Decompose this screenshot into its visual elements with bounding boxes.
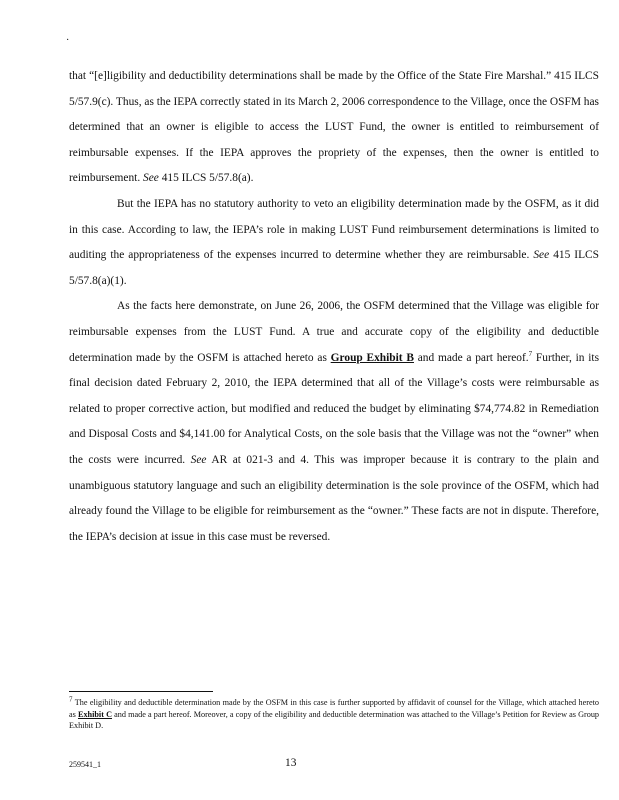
- body-text: [69, 64, 599, 550]
- footnote-7: $^7$ The eligibility and deductible determination made by the OSFM in this case is further supported by affidavit of counsel for the Village, which attached hereto as Exhibit C and made a part hereof. Moreover, a copy of the eligibility and deductible determination was attached to the Village’s Petition for Review as Group Exhibit D.: [69, 695, 600, 731]
- stray-mark: ·: [66, 35, 70, 46]
- paragraph-3: As the facts here demonstrate, on June 26, 2006, the OSFM determined that the Village was eligible for reimbursable expenses from the LUST Fund. A true and accurate copy of the eligibility and deductible determination made by the OSFM is attached hereto as Group Exhibit B and made a part hereof.$^7$ Further, in its final decision dated February 2, 2010, the IEPA determined that all of the Village’s costs were reimbursable as related to proper corrective action, but modified and reduced the budget by eliminating $74,774.82 in Remediation and Disposal Costs and $4,141.00 for Analytical Costs, on the sole basis that the Village was not the “owner” when the costs were incurred. See AR at 021-3 and 4. This was improper because it is contrary to the plain and unambiguous statutory language and such an eligibility determination is the sole province of the OSFM, which had already found the Village to be eligible for reimbursement as the “owner.” These facts are not in dispute. Therefore, the IEPA’s decision at issue in this case must be reversed.: [69, 300, 600, 543]
- page-number: 13: [285, 757, 297, 769]
- exhibit-c-reference: Exhibit C: [77, 709, 112, 719]
- footnote-reference-7: 7: [528, 349, 533, 358]
- paragraph-2: But the IEPA has no statutory authority to veto an eligibility determination made by the OSFM, as it did in this case. According to law, the IEPA’s role in making LUST Fund reimbursement determinations is limited to auditing the appropriateness of the expenses incurred to determine whether they are reimbursable. See 415 ILCS 5/57.8(a)(1).: [69, 197, 599, 287]
- group-exhibit-b-reference: Group Exhibit B: [330, 351, 414, 364]
- document-id: 259541_1: [69, 760, 101, 769]
- paragraph-1: that “[e]ligibility and deductibility determinations shall be made by the Office of the State Fire Marshal.” 415 ILCS 5/57.9(c). Thus, as the IEPA correctly stated in its March 2, 2006 correspondence to the Village, once the OSFM has determined that an owner is eligible to access the LUST Fund, the owner is entitled to reimbursement of reimbursable expenses. If the IEPA approves the propriety of the expenses, then the owner is entitled to reimbursement. See 415 ILCS 5/57.8(a).: [69, 70, 599, 185]
- footnote-divider: [69, 691, 213, 692]
